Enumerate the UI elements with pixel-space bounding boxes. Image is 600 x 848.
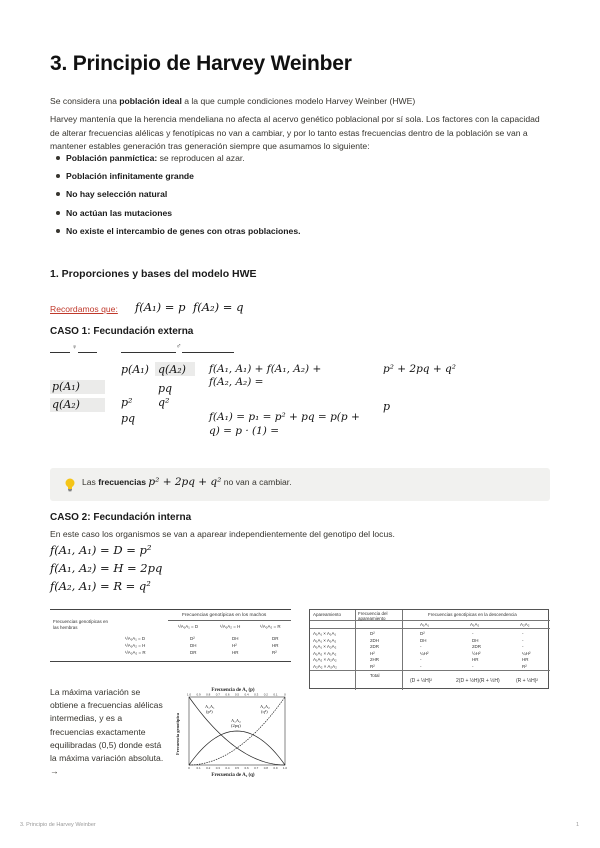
chart-top-ticks [187, 693, 286, 697]
chart-top-tick: 0.8 [206, 692, 211, 697]
chart-top-tick: 0.9 [196, 692, 201, 697]
td: HR [522, 657, 529, 662]
male-mark: ♂ [176, 343, 182, 350]
series-label-a1a2: A₁A₂ [231, 718, 241, 723]
series-sublabel-a1a2: (2pq) [231, 723, 241, 728]
td: ¼H² [522, 650, 531, 656]
td: - [472, 631, 474, 636]
chart-bottom-tick: 0.9 [273, 766, 278, 770]
cell: HR [272, 643, 279, 648]
divider [355, 610, 356, 690]
col-label: ¹/A₂A₂ = R [260, 624, 281, 629]
list-item [50, 188, 550, 206]
col-header-pA1: p(A₁) [121, 363, 149, 376]
table-side-label: Frecuencias genotípicas en las hembras [53, 619, 109, 630]
chart-bottom-tick: 0.1 [196, 766, 201, 770]
td: A₁A₁ × A₁A₁ [313, 631, 336, 636]
td: A₂A₂ × A₂A₂ [313, 663, 337, 669]
variation-text: La máxima variación se obtiene a frecuencias alélicas intermedias, y es a frecuencias exactamente equilibradas (0,5) donde está la máxima variación absoluta. → [50, 687, 164, 777]
cell: DR [190, 650, 197, 655]
underline [50, 352, 70, 353]
underline [182, 352, 234, 353]
td-total: (D + ½H)² [410, 678, 433, 684]
chart-title: Frecuencia de A₁ (p) [211, 688, 255, 693]
cell-q2: q² [158, 396, 170, 409]
td: 2DH [370, 637, 380, 643]
formula-total: p² + 2pq + q² [383, 363, 456, 375]
col-label: ¹/A₁A₂ = H [220, 624, 241, 629]
td: - [420, 663, 422, 669]
row-label: ¹/A₂A₂ = R [125, 650, 146, 655]
chart-bottom-tick: 0.2 [206, 766, 211, 770]
formula-p: f(A₁) = p [135, 300, 186, 314]
chart-xlabel: Frecuencia de A₂ (q) [211, 773, 255, 778]
chart-top-tick: 0.6 [225, 692, 230, 697]
divider [168, 620, 291, 621]
intro-paragraph [50, 95, 550, 109]
chart-bottom-tick: 0.8 [263, 766, 268, 770]
chart-bottom-tick: 1.0 [282, 766, 288, 770]
col-label: ¹/A₁A₁ = D [178, 624, 199, 629]
footer-title: 3. Principio de Harvey Weinber [20, 822, 96, 828]
cell: H² [232, 643, 237, 648]
td: 2DR [472, 644, 482, 649]
td-total: 2(D + ½H)(R + ½H) [456, 678, 500, 684]
table-header: Frecuencias genotípicas en los machos [182, 613, 267, 618]
cell: HR [232, 650, 239, 655]
chart-lines [189, 697, 285, 765]
td: 2HR [370, 657, 380, 662]
list-item-bold: No hay selección natural [66, 189, 168, 200]
cell-p2: p² [121, 396, 133, 409]
th: Frecuencias genotípicas en la descendencia [428, 612, 517, 617]
formula-R: f(A₂, A₁) = R = q² [50, 579, 151, 593]
chart-bottom-ticks [188, 766, 287, 770]
divider [402, 610, 403, 690]
td: - [522, 631, 524, 636]
td: A₁A₂ × A₁A₂ [313, 650, 337, 656]
td-total: (R + ½H)² [516, 678, 539, 684]
lightbulb-icon [64, 478, 76, 492]
td: - [420, 644, 422, 649]
td-total: Total [370, 673, 380, 678]
td: A₁A₁ × A₁A₂ [313, 637, 337, 643]
td: D² [420, 631, 425, 636]
chart-top-tick: 0.1 [273, 692, 278, 697]
underline [121, 352, 176, 353]
td: R² [370, 663, 375, 669]
list-item-bold: No actúan las mutaciones [66, 207, 173, 218]
formula-fA1-line2: q) = p · (1) = [209, 425, 280, 437]
td: HR [472, 657, 479, 662]
caso2-title: CASO 2: Fecundación interna [50, 512, 192, 523]
td: - [472, 663, 474, 669]
intro-bold: población ideal [119, 96, 182, 106]
callout-bold: frecuencias [98, 477, 147, 487]
divider [310, 620, 550, 621]
td: 2DR [370, 644, 380, 649]
chart-ylabel: Frecuencia genotípica [175, 712, 180, 756]
paragraph-2: Harvey mantenía que la herencia mendeliana no afecta al acervo genético poblacional por sí sola. Los factores con la capacidad de alterar frecuencias alélicas y fenotípicas no van a cambiar, y por lo tanto estas frecuencias dentro de la población se van a mantener estables generación tras generación siempre que asumamos lo siguiente: [50, 114, 540, 152]
list-item-text: se reproducen al azar. [157, 153, 245, 163]
row-header-qA2: q(A₂) [52, 398, 80, 411]
callout-text [82, 476, 292, 488]
chart-bottom-tick: 0.5 [234, 766, 240, 770]
chart-bottom-tick: 0 [188, 766, 190, 770]
page-title: 3. Principio de Harvey Weinber [50, 52, 352, 75]
series-label-a2a2: A₂A₂ [260, 704, 270, 709]
td: - [522, 644, 524, 649]
chart-top-tick: 0.2 [263, 692, 268, 697]
chart-bottom-tick: 0.7 [254, 766, 259, 770]
female-mark: ♀ [72, 344, 78, 351]
row-label: ¹/A₁A₂ = H [125, 643, 146, 648]
chart-top-tick: 1.0 [186, 692, 192, 697]
formula-fA1-line1: f(A₁) = p₁ = p² + pq = p(p + [209, 411, 360, 423]
chart-top-tick: 0 [284, 692, 286, 697]
list-item-bold: No existe el intercambio de genes con otras poblaciones. [66, 225, 301, 236]
th-sub: A₂A₂ [520, 622, 530, 627]
cell: DH [190, 643, 197, 648]
list-item-bold: Población infinitamente grande [66, 171, 194, 182]
th: Apareamiento [313, 612, 342, 617]
mating-table [309, 609, 549, 689]
footer-page-number: 1 [576, 822, 580, 828]
th: Frecuencia del apareamiento [358, 611, 388, 621]
td: - [420, 657, 422, 662]
chart-top-tick: 0.4 [244, 692, 249, 697]
series-sublabel-a2a2: (q²) [261, 709, 268, 714]
chart-top-tick: 0.7 [215, 692, 220, 697]
formula-D: f(A₁, A₁) = D = p² [50, 543, 152, 557]
cell-pq-2: pq [121, 412, 136, 425]
td: A₁A₁ × A₂A₂ [313, 644, 337, 649]
callout-text-before: Las [82, 477, 99, 487]
genotype-frequency-table [50, 609, 291, 662]
formula-sum-line2: f(A₂, A₂) = [209, 376, 264, 388]
series-label-a1a1: A₁A₁ [205, 704, 215, 709]
td: ½H² [472, 650, 481, 656]
td: A₁A₂ × A₂A₂ [313, 657, 337, 662]
td: ¼H² [420, 650, 429, 656]
conditions-list [50, 152, 550, 243]
cell: D² [190, 636, 195, 641]
section-title: 1. Proporciones y bases del modelo HWE [50, 268, 257, 280]
divider [310, 628, 550, 629]
td: H² [370, 650, 375, 656]
chart-bottom-tick: 0.6 [244, 766, 249, 770]
cell-pq: pq [158, 382, 173, 395]
th-sub: A₁A₂ [470, 622, 480, 627]
chart-bottom-tick: 0.3 [215, 766, 220, 770]
intro-text-after: a la que cumple condiciones modelo Harvey Weinber (HWE) [181, 96, 416, 106]
formula-q: f(A₂) = q [193, 300, 244, 314]
col-header-qA2: q(A₂) [158, 363, 186, 376]
list-item [50, 225, 550, 243]
td: DH [472, 637, 479, 643]
list-item-bold: Población panmíctica: [66, 153, 158, 163]
list-item [50, 170, 550, 188]
cell: DH [232, 636, 239, 641]
th-sub: A₁A₁ [420, 622, 430, 627]
callout-formula: p² + 2pq + q² [148, 476, 222, 488]
td: D² [370, 631, 375, 636]
list-item [50, 152, 550, 170]
formula-H: f(A₁, A₂) = H = 2pq [50, 561, 163, 575]
callout [50, 468, 550, 501]
callout-text-after: no van a cambiar. [223, 477, 292, 487]
recordamos-link[interactable]: Recordamos que: [50, 304, 118, 314]
chart-bottom-tick: 0.4 [225, 766, 230, 770]
chart-top-tick: 0.5 [234, 692, 240, 697]
cell: DR [272, 636, 279, 641]
cell-p: p [383, 400, 391, 413]
row-label: ¹/A₁A₁ = D [125, 636, 146, 641]
underline [78, 352, 97, 353]
formula-sum-line1: f(A₁, A₁) + f(A₁, A₂) + [209, 363, 322, 375]
list-item [50, 207, 550, 225]
caso2-text: En este caso los organismos se van a aparear independientemente del genotipo del locus. [50, 529, 395, 539]
cell: R² [272, 650, 277, 655]
divider [310, 670, 550, 671]
row-header-pA1: p(A₁) [52, 380, 80, 393]
intro-text-before: Se considera una [50, 96, 120, 106]
hwe-chart [175, 684, 291, 778]
td: DH [420, 637, 427, 643]
series-sublabel-a1a1: (p²) [206, 709, 213, 714]
caso1-title: CASO 1: Fecundación externa [50, 326, 194, 337]
td: R² [522, 663, 527, 669]
chart-top-tick: 0.3 [254, 692, 259, 697]
td: - [522, 637, 524, 643]
